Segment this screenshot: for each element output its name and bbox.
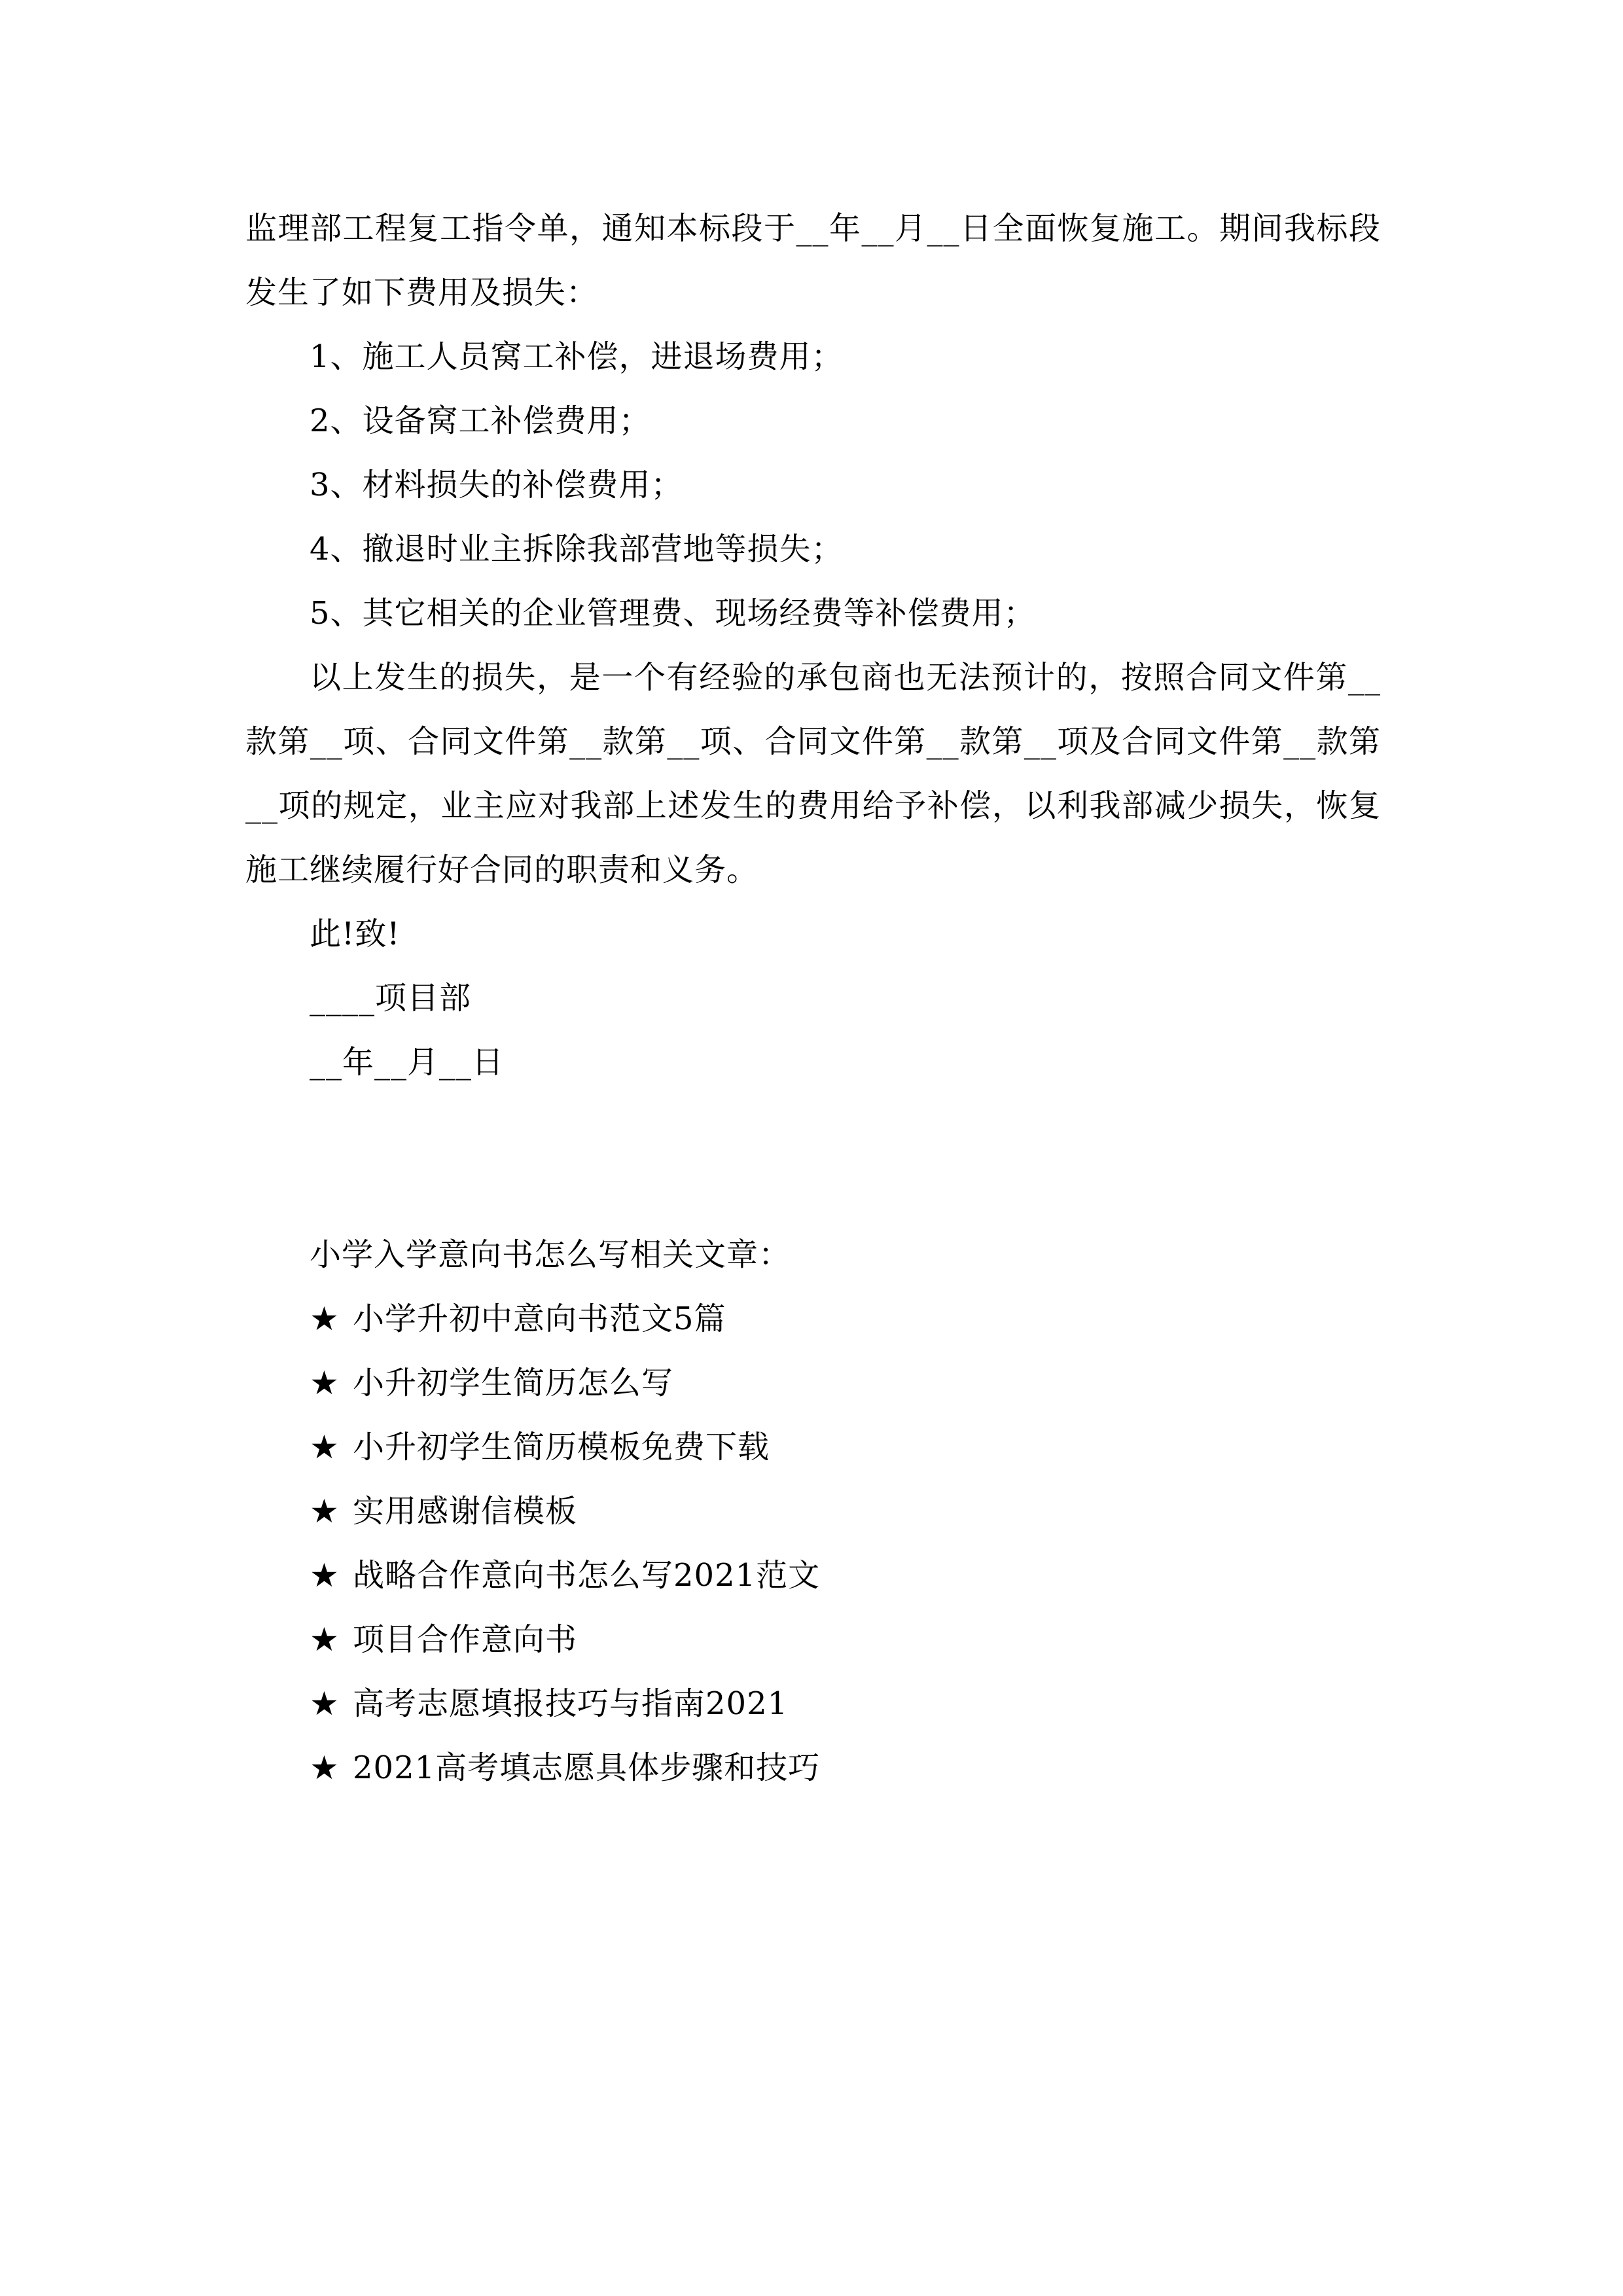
star-icon: ★ <box>310 1685 340 1723</box>
star-icon: ★ <box>310 1556 340 1594</box>
signature-department: ____项目部 <box>310 980 472 1016</box>
star-icon: ★ <box>310 1621 340 1659</box>
expense-item: 3、材料损失的补偿费用； <box>310 467 683 503</box>
related-article-link[interactable] <box>310 1415 1357 1479</box>
star-icon: ★ <box>310 1428 340 1466</box>
star-icon: ★ <box>310 1749 340 1787</box>
expense-item: 5、其它相关的企业管理费、现场经费等补偿费用； <box>310 595 1036 632</box>
related-article-link[interactable] <box>310 1543 1357 1607</box>
expense-item: 1、施工人员窝工补偿，进退场费用； <box>310 338 844 375</box>
related-article-title[interactable]: 高考志愿填报技巧与指南2021 <box>353 1685 789 1722</box>
letter-body <box>245 196 1381 1094</box>
star-icon: ★ <box>310 1492 340 1530</box>
related-articles-heading: 小学入学意向书怎么写相关文章： <box>310 1236 791 1273</box>
expense-item: 4、撤退时业主拆除我部营地等损失； <box>310 531 844 567</box>
related-article-link[interactable] <box>310 1607 1357 1672</box>
expense-item: 2、设备窝工补偿费用； <box>310 403 651 439</box>
related-article-title[interactable]: 项目合作意向书 <box>353 1621 578 1658</box>
paragraph-intro: 监理部工程复工指令单，通知本标段于__年__月__日全面恢复施工。期间我标段发生了如下费用及损失： <box>245 210 1381 311</box>
related-articles <box>310 1223 1357 1800</box>
related-article-title[interactable]: 小升初学生简历怎么写 <box>353 1365 674 1401</box>
related-article-link[interactable] <box>310 1672 1357 1736</box>
related-article-link[interactable] <box>310 1736 1357 1800</box>
related-article-link[interactable] <box>310 1287 1357 1351</box>
related-article-title[interactable]: 实用感谢信模板 <box>353 1493 578 1530</box>
related-article-title[interactable]: 战略合作意向书怎么写2021范文 <box>353 1557 821 1594</box>
paragraph-claim: 以上发生的损失，是一个有经验的承包商也无法预计的，按照合同文件第__款第__项、合同文件第__款第__项、合同文件第__款第__项及合同文件第__款第__项的规定，业主应对我部上述发生的费用给予补偿，以利我部减少损失，恢复施工继续履行好合同的职责和义务。 <box>245 659 1381 888</box>
star-icon: ★ <box>310 1300 340 1338</box>
signature-date: __年__月__日 <box>310 1044 505 1081</box>
related-article-title[interactable]: 小升初学生简历模板免费下载 <box>353 1429 770 1465</box>
closing-salutation: 此!致! <box>310 916 401 952</box>
related-article-link[interactable] <box>310 1351 1357 1415</box>
related-article-title[interactable]: 小学升初中意向书范文5篇 <box>353 1300 726 1337</box>
star-icon: ★ <box>310 1364 340 1402</box>
related-article-title[interactable]: 2021高考填志愿具体步骤和技巧 <box>353 1749 821 1786</box>
related-article-link[interactable] <box>310 1479 1357 1543</box>
